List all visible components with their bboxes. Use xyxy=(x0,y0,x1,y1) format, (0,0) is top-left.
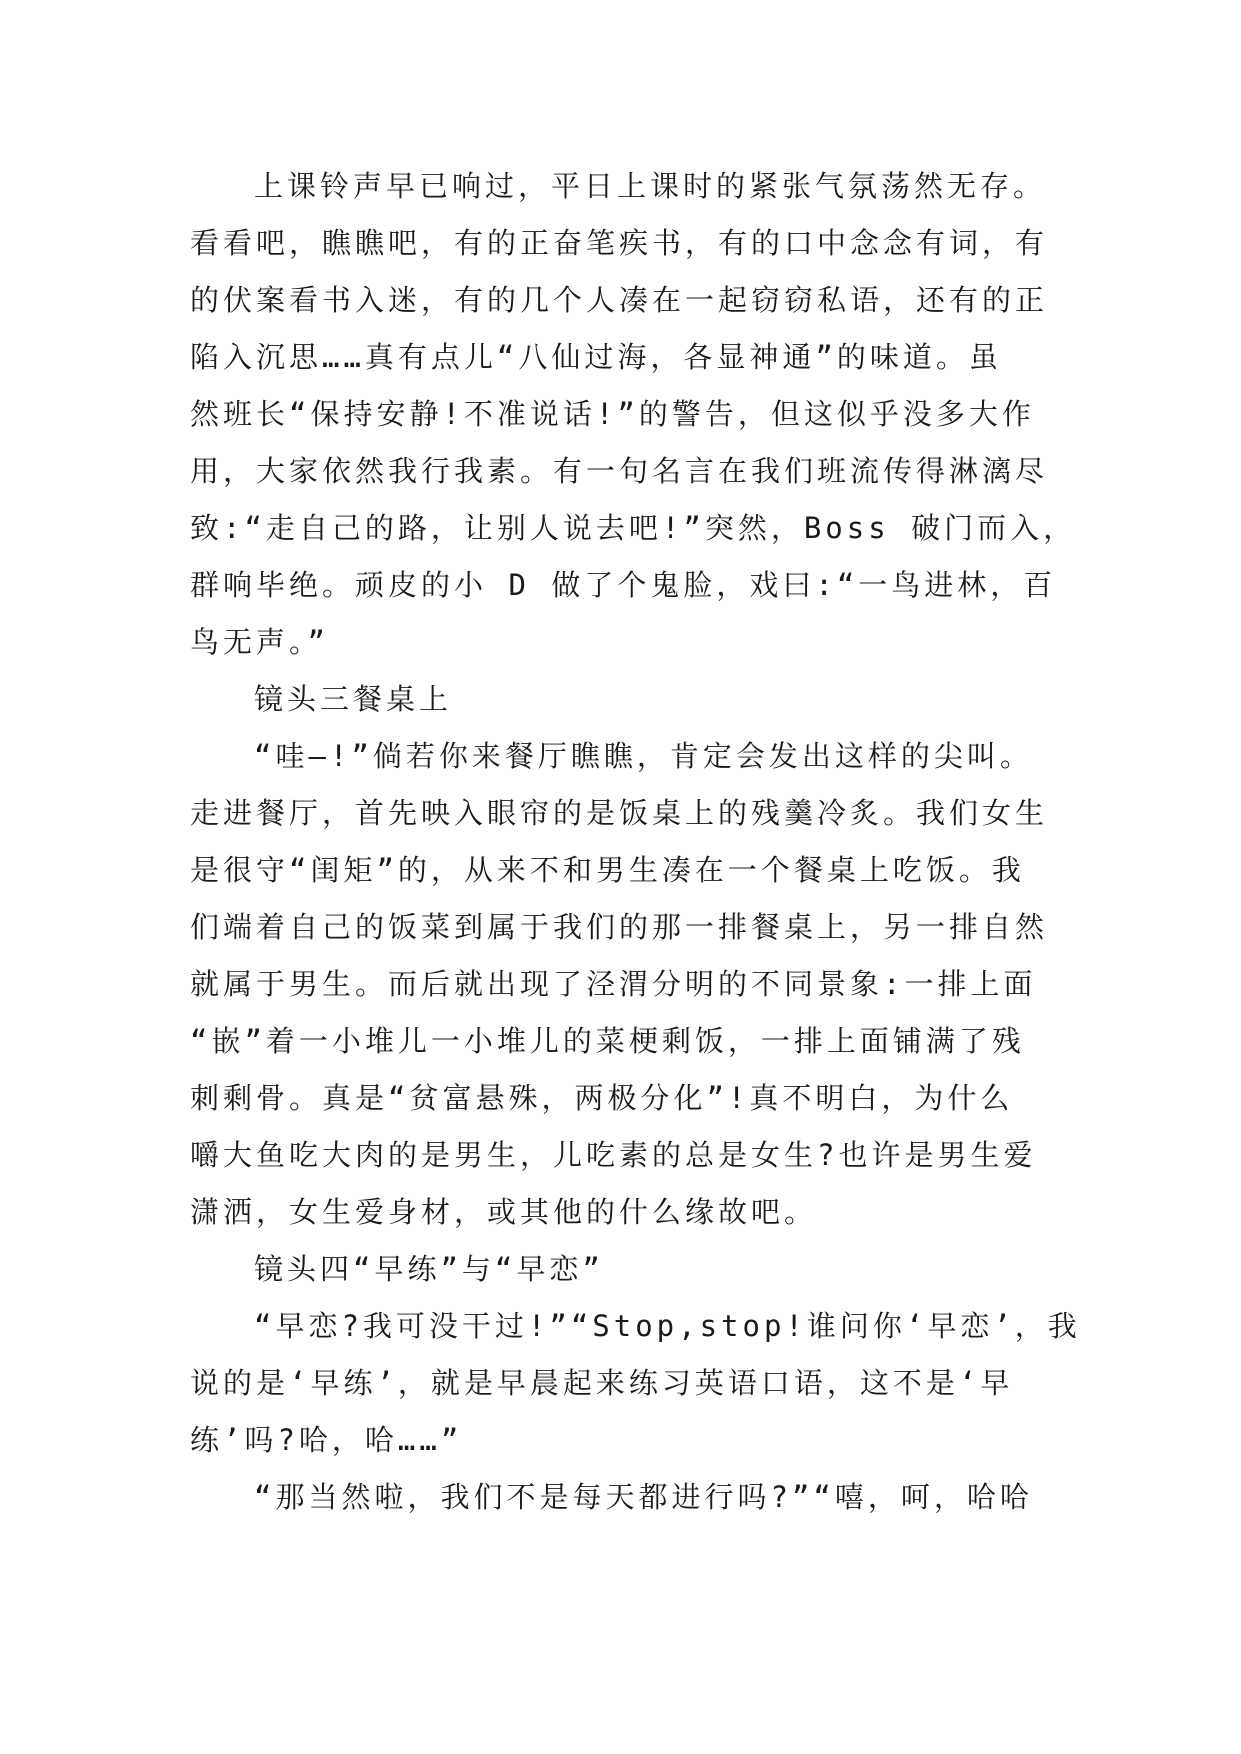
paragraph-line: 然班长“保持安静!不准说话!”的警告，但这似乎没多大作 xyxy=(190,397,1035,431)
paragraph-line: 的伏案看书入迷，有的几个人凑在一起窃窃私语，还有的正 xyxy=(190,283,1049,317)
paragraph-line: 看看吧，瞧瞧吧，有的正奋笔疾书，有的口中念念有词，有 xyxy=(190,226,1049,260)
paragraph-line: 是很守“闺矩”的，从来不和男生凑在一个餐桌上吃饭。我 xyxy=(190,853,1025,887)
paragraph-line: 就属于男生。而后就出现了泾渭分明的不同景象:一排上面 xyxy=(190,967,1037,1001)
paragraph-line: 走进餐厅，首先映入眼帘的是饭桌上的残羹冷炙。我们女生 xyxy=(190,796,1049,830)
paragraph-line: 嚼大鱼吃大肉的是男生，儿吃素的总是女生?也许是男生爱 xyxy=(190,1138,1037,1172)
paragraph-line: 刺剩骨。真是“贫富悬殊，两极分化”!真不明白，为什么 xyxy=(190,1081,1014,1115)
section-heading: 镜头三餐桌上 xyxy=(254,682,453,716)
paragraph-line: 说的是‘早练’，就是早晨起来练习英语口语，这不是‘早 xyxy=(190,1366,1014,1400)
section-heading: 镜头四“早练”与“早恋” xyxy=(254,1252,604,1286)
paragraph-line: 用，大家依然我行我素。有一句名言在我们班流传得淋漓尽 xyxy=(190,454,1049,488)
paragraph-line: 鸟无声。” xyxy=(190,625,329,659)
paragraph-line: “早恋?我可没干过!”“Stop,stop!谁问你‘早恋’，我 xyxy=(254,1309,1081,1343)
paragraph-line: 上课铃声早已响过，平日上课时的紧张气氛荡然无存。 xyxy=(254,169,1047,203)
paragraph-line: 群响毕绝。顽皮的小 D 做了个鬼脸，戏曰:“一鸟进林，百 xyxy=(190,568,1057,602)
paragraph-line: “哇—!”倘若你来餐厅瞧瞧，肯定会发出这样的尖叫。 xyxy=(254,739,1033,773)
paragraph-line: 致:“走自己的路，让别人说去吧!”突然，Boss 破门而入， xyxy=(190,511,1077,545)
paragraph-line: 陷入沉思……真有点儿“八仙过海，各显神通”的味道。虽 xyxy=(190,340,1002,374)
paragraph-line: 练’吗?哈，哈……” xyxy=(190,1423,463,1457)
paragraph-line: 潇洒，女生爱身材，或其他的什么缘故吧。 xyxy=(190,1195,818,1229)
paragraph-line: 们端着自己的饭菜到属于我们的那一排餐桌上，另一排自然 xyxy=(190,910,1049,944)
paragraph-line: “嵌”着一小堆儿一小堆儿的菜梗剩饭，一排上面铺满了残 xyxy=(190,1024,1025,1058)
paragraph-line: “那当然啦，我们不是每天都进行吗?”“嘻，呵，哈哈 xyxy=(254,1480,1033,1514)
